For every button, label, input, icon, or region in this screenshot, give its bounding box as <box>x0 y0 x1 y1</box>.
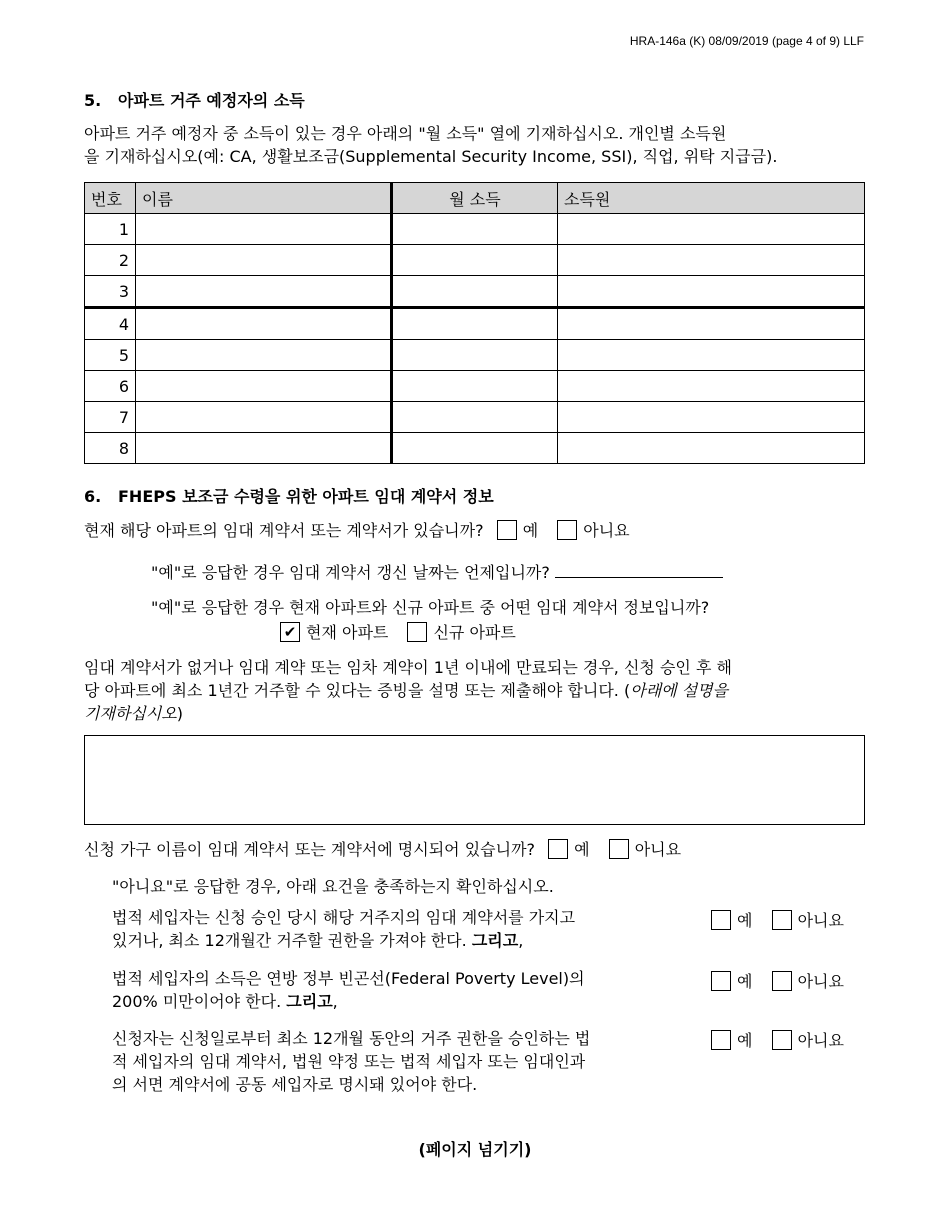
requirement-3-options <box>711 1030 844 1052</box>
table-row <box>85 371 865 402</box>
requirement-1-options <box>711 910 844 932</box>
yes-label: 예 <box>737 972 753 991</box>
income-source-cell[interactable] <box>558 276 865 308</box>
lease-exists-no-checkbox[interactable] <box>557 520 577 540</box>
section-5-title <box>84 88 305 111</box>
income-source-cell[interactable] <box>558 371 865 402</box>
if-no-note: "아니요"로 응답한 경우, 아래 요건을 충족하는지 확인하십시오. <box>112 877 554 896</box>
requirement-1-line1: 법적 세입자는 신청 승인 당시 해당 거주지의 임대 계약서를 가지고 <box>112 908 576 927</box>
requirement-2-yes-checkbox[interactable] <box>711 971 731 991</box>
requirement-2-yes-option[interactable] <box>711 972 752 991</box>
name-cell[interactable] <box>136 433 392 464</box>
lease-exists-question: 현재 해당 아파트의 임대 계약서 또는 계약서가 있습니까? <box>84 521 484 540</box>
income-source-cell[interactable] <box>558 245 865 276</box>
header-income-source: 소득원 <box>558 183 865 214</box>
lease-exists-question-row <box>84 520 630 542</box>
current-apartment-option[interactable] <box>280 623 388 642</box>
current-apartment-checkbox[interactable]: ✔ <box>280 622 300 642</box>
table-row <box>85 340 865 371</box>
household-named-question: 신청 가구 이름이 임대 계약서 또는 계약서에 명시되어 있습니까? <box>84 840 536 859</box>
requirement-3-line2: 적 세입자의 임대 계약서, 법원 약정 또는 법적 세입자 또는 임대인과 <box>112 1052 586 1071</box>
section-6-number: 6. <box>84 487 102 506</box>
explain-instruction-line3 <box>84 703 183 725</box>
section-5-intro-line2: 을 기재하십시오(예: CA, 생활보조금(Supplemental Security Income, SSI), 직업, 위탁 지급금). <box>84 147 778 166</box>
which-apartment-options <box>280 622 516 644</box>
no-label: 아니요 <box>797 972 844 991</box>
new-apartment-label: 신규 아파트 <box>433 623 516 642</box>
table-row <box>85 245 865 276</box>
row-number: 3 <box>85 276 136 308</box>
requirement-1-no-checkbox[interactable] <box>772 910 792 930</box>
explanation-textarea[interactable] <box>84 735 865 825</box>
requirement-3-line3: 의 서면 계약서에 공동 세입자로 명시돼 있어야 한다. <box>112 1075 478 1094</box>
requirement-3-line1: 신청자는 신청일로부터 최소 12개월 동안의 거주 권한을 승인하는 법 <box>112 1029 591 1048</box>
renewal-date-question: "예"로 응답한 경우 임대 계약서 갱신 날짜는 언제입니까? <box>151 563 550 582</box>
lease-exists-no-option[interactable] <box>557 521 629 540</box>
section-5-number: 5. <box>84 91 102 110</box>
row-number: 2 <box>85 245 136 276</box>
form-reference: HRA-146a (K) 08/09/2019 (page 4 of 9) LLF <box>629 34 864 48</box>
row-number: 1 <box>85 214 136 245</box>
income-source-cell[interactable] <box>558 308 865 340</box>
requirement-1-yes-option[interactable] <box>711 911 752 930</box>
table-row <box>85 276 865 308</box>
name-cell[interactable] <box>136 340 392 371</box>
table-row <box>85 308 865 340</box>
lease-exists-yes-checkbox[interactable] <box>497 520 517 540</box>
requirement-3-no-checkbox[interactable] <box>772 1030 792 1050</box>
current-apartment-label: 현재 아파트 <box>306 623 389 642</box>
explain-instruction-italic: 아래에 설명을 <box>630 681 729 700</box>
which-apartment-question: "예"로 응답한 경우 현재 아파트와 신규 아파트 중 어떤 임대 계약서 정보입니까? <box>151 598 710 617</box>
row-number: 8 <box>85 433 136 464</box>
explain-instruction-italic-2: 기재하십시오 <box>84 704 177 723</box>
monthly-income-cell[interactable] <box>392 402 558 433</box>
requirement-2-text: 200% 미만이어야 한다. <box>112 992 282 1011</box>
no-label: 아니요 <box>583 521 630 540</box>
household-named-yes-checkbox[interactable] <box>548 839 568 859</box>
income-source-cell[interactable] <box>558 402 865 433</box>
new-apartment-option[interactable] <box>407 623 515 642</box>
monthly-income-cell[interactable] <box>392 433 558 464</box>
requirement-1-text: 있거나, 최소 12개월간 거주할 권한을 가져야 한다. <box>112 931 467 950</box>
explain-instruction-text: 당 아파트에 최소 1년간 거주할 수 있다는 증빙을 설명 또는 제출해야 합니다. ( <box>84 681 631 700</box>
household-named-question-row <box>84 839 681 861</box>
income-table <box>84 182 865 464</box>
yes-label: 예 <box>737 911 753 930</box>
table-row <box>85 433 865 464</box>
requirement-2-and: 그리고 <box>286 992 333 1011</box>
row-number: 7 <box>85 402 136 433</box>
section-5-intro-line1: 아파트 거주 예정자 중 소득이 있는 경우 아래의 "월 소득" 열에 기재하십시오. 개인별 소득원 <box>84 124 727 143</box>
section-6-heading: FHEPS 보조금 수령을 위한 아파트 임대 계약서 정보 <box>118 487 494 506</box>
income-source-cell[interactable] <box>558 340 865 371</box>
household-named-no-option[interactable] <box>609 840 681 859</box>
requirement-3-yes-option[interactable] <box>711 1031 752 1050</box>
explain-instruction-line1: 임대 계약서가 없거나 임대 계약 또는 임차 계약이 1년 이내에 만료되는 경우, 신청 승인 후 해 <box>84 658 732 677</box>
monthly-income-cell[interactable] <box>392 340 558 371</box>
household-named-no-checkbox[interactable] <box>609 839 629 859</box>
new-apartment-checkbox[interactable] <box>407 622 427 642</box>
monthly-income-cell[interactable] <box>392 308 558 340</box>
yes-label: 예 <box>737 1031 753 1050</box>
requirement-2-no-checkbox[interactable] <box>772 971 792 991</box>
income-source-cell[interactable] <box>558 433 865 464</box>
requirement-1-line2 <box>112 930 523 952</box>
no-label: 아니요 <box>797 1031 844 1050</box>
table-row <box>85 214 865 245</box>
requirement-2-comma: , <box>332 992 338 1011</box>
requirement-2-line1: 법적 세입자의 소득은 연방 정부 빈곤선(Federal Poverty Level)의 <box>112 969 585 988</box>
no-label: 아니요 <box>797 911 844 930</box>
household-named-yes-option[interactable] <box>548 840 589 859</box>
income-table-header <box>85 183 865 214</box>
section-6-title <box>84 484 494 507</box>
yes-label: 예 <box>522 521 539 540</box>
requirement-3-yes-checkbox[interactable] <box>711 1030 731 1050</box>
renewal-date-field[interactable] <box>555 561 723 578</box>
name-cell[interactable] <box>136 214 392 245</box>
table-row <box>85 402 865 433</box>
monthly-income-cell[interactable] <box>392 245 558 276</box>
renewal-date-row <box>151 561 723 584</box>
monthly-income-cell[interactable] <box>392 214 558 245</box>
header-name: 이름 <box>136 183 392 214</box>
requirement-1-and: 그리고 <box>471 931 519 950</box>
row-number: 6 <box>85 371 136 402</box>
lease-exists-yes-option[interactable] <box>497 521 538 540</box>
name-cell[interactable] <box>136 276 392 308</box>
requirement-2-line2 <box>112 991 338 1013</box>
name-cell[interactable] <box>136 308 392 340</box>
header-number: 번호 <box>85 183 136 214</box>
header-monthly-income: 월 소득 <box>392 183 558 214</box>
row-number: 5 <box>85 340 136 371</box>
requirement-2-no-option[interactable] <box>772 972 844 991</box>
row-number: 4 <box>85 308 136 340</box>
requirement-1-no-option[interactable] <box>772 911 844 930</box>
monthly-income-cell[interactable] <box>392 371 558 402</box>
requirement-1-yes-checkbox[interactable] <box>711 910 731 930</box>
explain-instruction-close: ) <box>176 704 183 723</box>
yes-label: 예 <box>574 840 590 859</box>
continue-note: (페이지 넘기기) <box>418 1140 532 1159</box>
name-cell[interactable] <box>136 245 392 276</box>
income-source-cell[interactable] <box>558 214 865 245</box>
no-label: 아니요 <box>634 840 682 859</box>
monthly-income-cell[interactable] <box>392 276 558 308</box>
requirement-3-no-option[interactable] <box>772 1031 844 1050</box>
name-cell[interactable] <box>136 371 392 402</box>
section-5-heading: 아파트 거주 예정자의 소득 <box>118 91 305 110</box>
explain-instruction-line2 <box>84 680 728 702</box>
name-cell[interactable] <box>136 402 392 433</box>
requirement-1-comma: , <box>518 931 524 950</box>
requirement-2-options <box>711 971 844 993</box>
